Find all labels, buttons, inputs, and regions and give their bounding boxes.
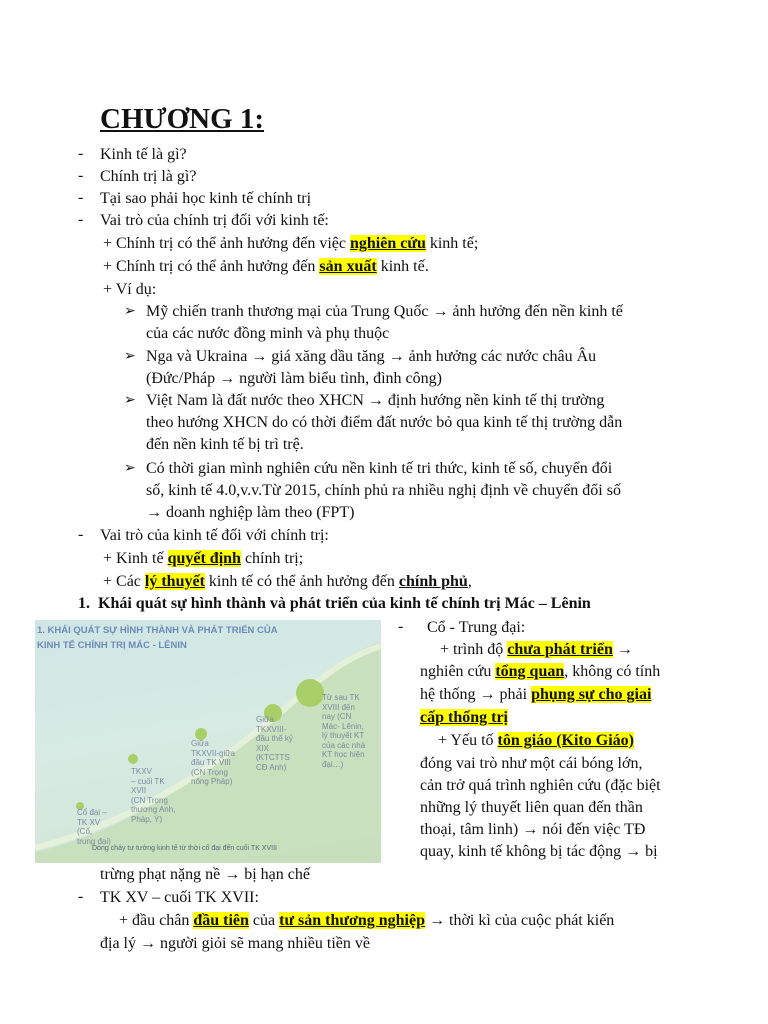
highlight-research: nghiên cứu [350, 235, 426, 252]
right-line-9: thoại, tâm linh) → nói đến việc TĐ [420, 821, 646, 838]
point-research: + Chính trị có thể ảnh hưởng đến việc nghiên cứu kinh tế; [103, 235, 479, 252]
bullet-dash: - [78, 145, 84, 162]
slide-image [35, 620, 381, 863]
example-2-line-1: Nga và Ukraina → giá xăng dầu tăng → ảnh hưởng các nước châu Âu [146, 348, 597, 365]
question-economics: Kinh tế là gì? [100, 146, 187, 163]
question-role-politics: Vai trò của chính trị đối với kinh tế: [100, 212, 329, 229]
point-theory: + Các lý thuyết kinh tế có thể ảnh hưởng đến chính phủ, [103, 573, 472, 590]
highlight-merchant: tư sản thương nghiệp [279, 912, 425, 929]
highlight-serve: phụng sự cho giai [531, 686, 652, 703]
question-role-economics: Vai trò của kinh tế đối với chính trị: [100, 527, 329, 544]
slide-caption: Dòng chảy tư tưởng kinh tế từ thời cổ đại đến cuối TK XVIII [92, 845, 277, 852]
example-1-line-1: Mỹ chiến tranh thương mại của Trung Quốc → ảnh hưởng đến nền kinh tế [146, 303, 623, 320]
geography-line: địa lý → người giỏi sẽ mang nhiều tiền về [100, 935, 370, 952]
bullet-dash: - [78, 211, 84, 228]
bullet-dash: - [78, 526, 84, 543]
example-1-line-2: của các nước đồng minh và phụ thuộc [146, 325, 390, 342]
bullet-dash: - [398, 618, 404, 635]
example-2-line-2: (Đức/Pháp → người làm biểu tình, đình công) [146, 370, 442, 387]
section-heading: 1. Khái quát sự hình thành và phát triển của kinh tế chính trị Mác – Lênin [78, 595, 591, 612]
slide-title-line-2: KINH TẾ CHÍNH TRỊ MÁC - LÊNIN [37, 640, 187, 651]
highlight-production: sản xuất [319, 258, 377, 275]
example-4-line-1: Có thời gian mình nghiên cứu nền kinh tế tri thức, kinh tế số, chuyển đổi [146, 460, 613, 477]
slide-stage-4: Giữa TKXVIII- đầu thế kỷ XIX (KTCTTS CĐ Anh) [256, 715, 293, 772]
example-3-line-3: đến nền kinh tế bị trì trệ. [146, 436, 304, 453]
point-production: + Chính trị có thể ảnh hưởng đến sản xuất kinh tế. [103, 258, 429, 275]
highlight-undeveloped: chưa phát triển [507, 641, 613, 658]
right-line-1: + trình độ chưa phát triển → [440, 641, 633, 658]
punished-line: trừng phạt nặng nề → bị hạn chế [100, 866, 310, 883]
question-politics: Chính trị là gì? [100, 168, 197, 185]
slide-stage-1: Cổ đại – TK XV (Cổ, trung đại) [77, 808, 111, 846]
slide-title-line-1: 1. KHÁI QUÁT SỰ HÌNH THÀNH VÀ PHÁT TRIỂN CỦA [37, 625, 278, 636]
example-3-line-2: theo hướng XHCN do có thời điểm đất nước bỏ qua kinh tế thị trường dẫn [146, 414, 623, 431]
highlight-ruling-class: cấp thống trị [420, 709, 508, 726]
bullet-dash: - [78, 888, 84, 905]
bullet-dash: - [78, 189, 84, 206]
merchant-line: + đầu chân đầu tiên của tư sản thương nghiệp → thời kì của cuộc phát kiến [119, 912, 615, 929]
right-line-5: + Yếu tố tôn giáo (Kito Giáo) [438, 732, 634, 749]
highlight-theory: lý thuyết [144, 573, 205, 590]
period-15-17: TK XV – cuối TK XVII: [100, 889, 259, 906]
underline-government: chính phủ [398, 573, 468, 590]
highlight-first: đầu tiên [193, 912, 249, 929]
right-line-6: đóng vai trò như một cái bóng lớn, [420, 755, 643, 772]
example-4-line-3: → doanh nghiệp làm theo (FPT) [146, 504, 355, 521]
slide-stage-3: Giữa TKXVII-giữa đầu TK VIII (CN Trọng nông Pháp) [191, 739, 236, 786]
ancient-medieval-label: Cổ - Trung đại: [427, 619, 526, 636]
arrow-bullet-icon: ➢ [124, 461, 136, 476]
point-decide: + Kinh tế quyết định chính trị; [103, 550, 304, 567]
arrow-bullet-icon: ➢ [124, 393, 136, 408]
highlight-decide: quyết định [167, 550, 241, 567]
question-why-study: Tại sao phải học kinh tế chính trị [100, 190, 312, 207]
right-line-10: quay, kinh tế không bị tác động → bị [420, 843, 658, 860]
slide-stage-5: Từ sau TK XVIII đến nay (CN Mác- Lênin, lý thuyết KT của các nhà KT học hiện đại…) [322, 693, 366, 769]
right-line-4 [420, 707, 508, 729]
right-line-2: nghiên cứu tổng quan, không có tính [420, 663, 661, 680]
example-4-line-2: số, kinh tế 4.0,v.v.Từ 2015, chính phủ ra nhiều nghị định về chuyển đổi số [146, 482, 621, 499]
right-line-3: hệ thống → phải phụng sự cho giai [420, 686, 652, 703]
example-label: + Ví dụ: [103, 281, 157, 298]
highlight-religion: tôn giáo (Kito Giáo) [497, 732, 634, 749]
slide-stage-2: TKXV – cuối TK XVII (CN Trọng thương Anh, Pháp, Ý) [131, 767, 176, 824]
bullet-dash: - [78, 167, 84, 184]
chapter-title: CHƯƠNG 1: [100, 103, 265, 135]
right-line-7: cản trở quá trình nghiên cứu (đặc biệt [420, 777, 661, 794]
arrow-bullet-icon: ➢ [124, 304, 136, 319]
highlight-overview: tổng quan [495, 663, 565, 680]
right-line-8: những lý thuyết liên quan đến thần [420, 799, 643, 816]
example-3-line-1: Việt Nam là đất nước theo XHCN → định hướng nền kinh tế thị trường [146, 392, 605, 409]
arrow-bullet-icon: ➢ [124, 349, 136, 364]
